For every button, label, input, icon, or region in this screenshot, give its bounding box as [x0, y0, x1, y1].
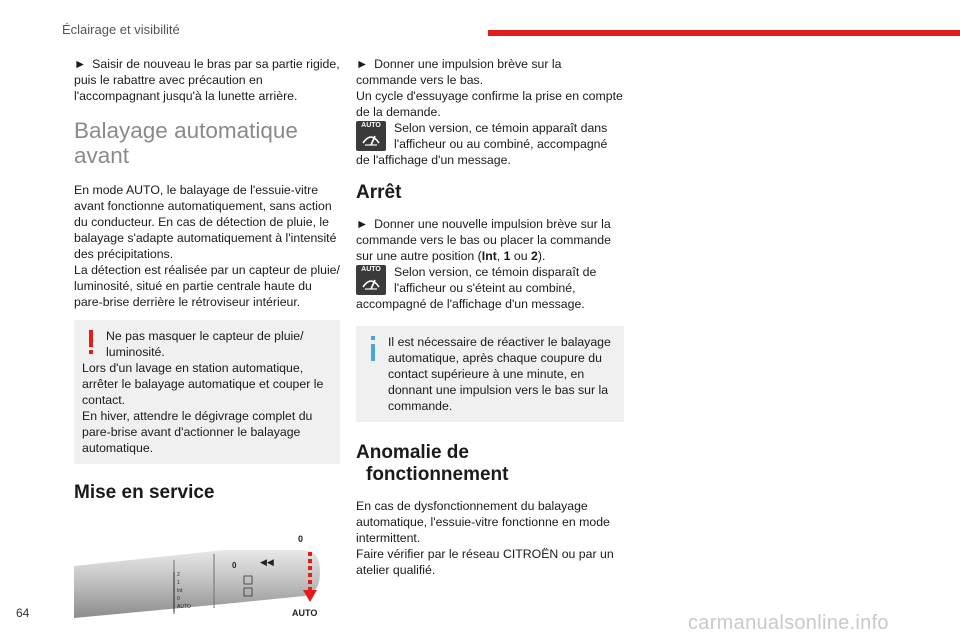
svg-text:0: 0: [177, 596, 180, 602]
warning-box: [74, 320, 340, 464]
bullet-arrow-icon: ►: [356, 217, 369, 231]
wiper-stalk-illustration: [74, 532, 324, 622]
heading-auto-wipe: Balayage automatique avant: [74, 118, 298, 168]
auto-wiper-icon: AUTO: [356, 121, 386, 151]
info-icon: [368, 336, 378, 362]
warning-line-3: En hiver, attendre le dégivrage complet du pare-brise avant d'actionner le balayage automatique.: [82, 409, 313, 455]
fault-paragraph-1: En cas de dysfonctionnement du balayage automatique, l'essuie-vitre fonctionne en mode intermittent.: [356, 499, 610, 545]
intro-paragraph: ► Saisir de nouveau le bras par sa partie rigide, puis le rabattre avec précaution en l'accompagnant jusqu'à la lunette arrière.: [74, 57, 340, 103]
fault-paragraph-2: Faire vérifier par le réseau CITROËN ou par un atelier qualifié.: [356, 547, 614, 577]
left-column: [74, 56, 340, 626]
svg-text:1: 1: [177, 580, 180, 586]
figure-auto-label: AUTO: [292, 608, 318, 618]
washer-arrow-icon: ◀◀: [260, 558, 274, 568]
start-confirm: Un cycle d'essuyage confirme la prise en compte de la demande.: [356, 89, 623, 119]
warning-line-1: Ne pas masquer le capteur de pluie/ luminosité.: [106, 329, 304, 359]
right-column: [356, 56, 624, 578]
bullet-arrow-icon: ►: [356, 57, 369, 71]
bullet-arrow-icon: ►: [74, 57, 87, 71]
sensor-paragraph: La détection est réalisée par un capteur de pluie/ luminosité, situé en partie centrale haute du pare-brise derrière le rétroviseur intérieur.: [74, 263, 340, 309]
page-number: 64: [16, 606, 30, 620]
info-box: Il est nécessaire de réactiver le balayage automatique, après chaque coupure du contact supérieure à une minute, en donnant une impulsion vers le bas sur la commande.: [356, 326, 624, 422]
heading-fault: Anomalie de fonctionnement: [356, 442, 509, 485]
watermark: carmanualsonline.info: [688, 612, 889, 634]
header-title: Éclairage et visibilité: [62, 22, 180, 37]
svg-text:2: 2: [177, 572, 180, 578]
warning-line-2: Lors d'un lavage en station automatique, arrêter le balayage automatique et couper le contact.: [82, 361, 324, 407]
heading-stop: Arrêt: [356, 182, 402, 203]
start-indicator: AUTO Selon version, ce témoin apparaît dans l'afficheur ou au combiné, accompagné de l'affichage d'un message.: [356, 121, 608, 167]
start-step: ► Donner une impulsion brève sur la commande vers le bas.: [356, 57, 562, 87]
svg-text:Int: Int: [177, 588, 183, 594]
header-accent-bar: [488, 30, 960, 36]
auto-mode-paragraph: En mode AUTO, le balayage de l'essuie-vitre avant fonctionne automatiquement, sans action du conducteur. En cas de détection de pluie, le balayage s'adapte automatiquement à l'intensité des précipitations.: [74, 183, 337, 261]
svg-text:AUTO: AUTO: [177, 604, 191, 610]
heading-start: Mise en service: [74, 482, 215, 503]
auto-wiper-icon: AUTO: [356, 265, 386, 295]
exclamation-icon: [86, 330, 96, 356]
stalk-zero-label: 0: [232, 561, 237, 570]
stop-step: ► Donner une nouvelle impulsion brève sur la commande vers le bas ou placer la commande sur une autre position (Int, 1 ou 2).: [356, 217, 611, 263]
figure-zero-label: 0: [298, 534, 304, 544]
stop-indicator: AUTO Selon version, ce témoin disparaît de l'afficheur ou s'éteint au combiné, accompagné de l'affichage d'un message.: [356, 265, 597, 311]
down-arrow-icon: [303, 590, 317, 602]
